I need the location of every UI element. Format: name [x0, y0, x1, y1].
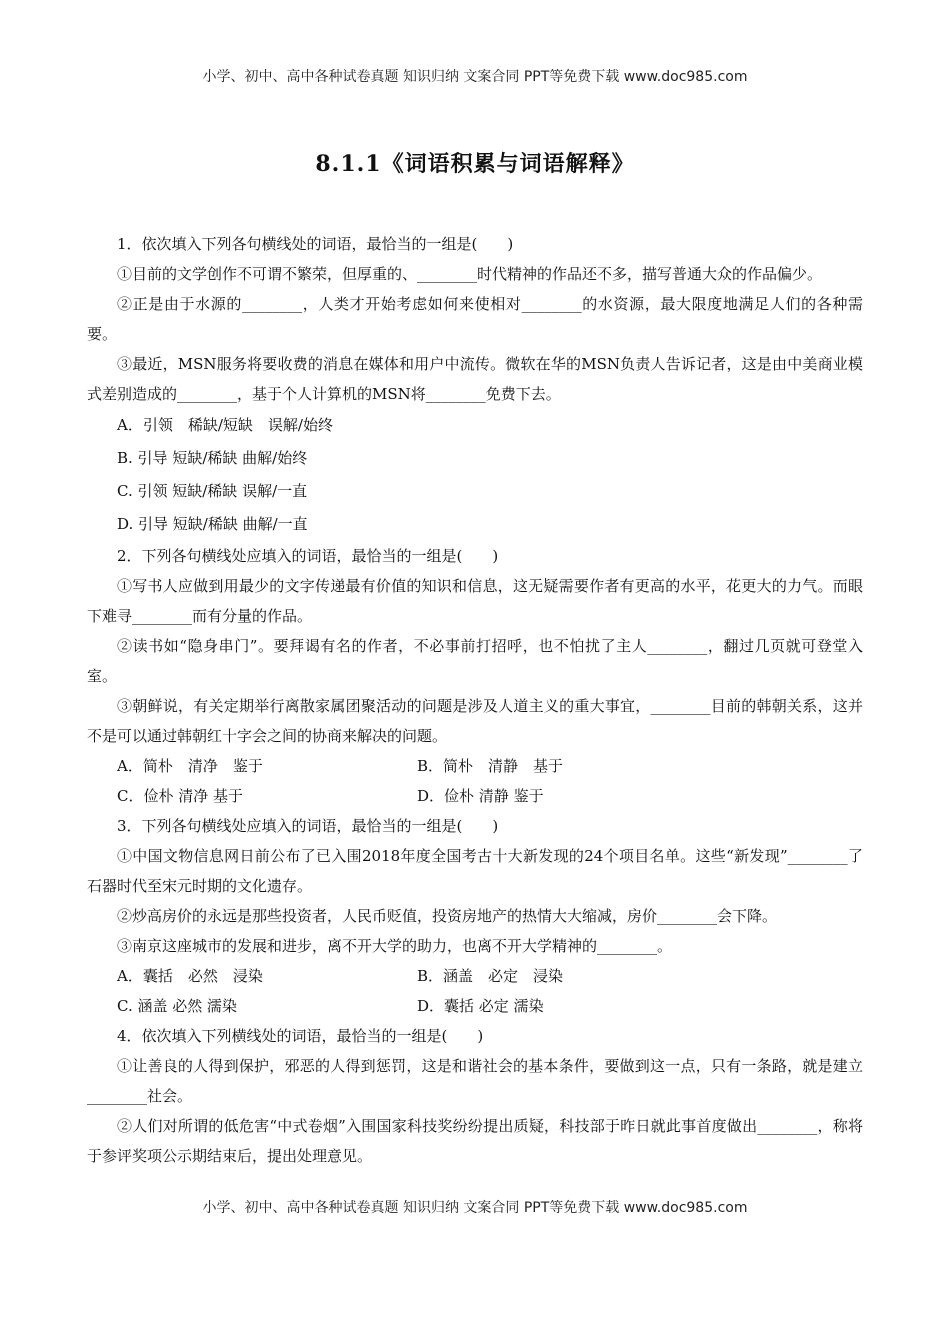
- question-1-sentence-2: ②正是由于水源的________，人类才开始考虑如何来使相对________的水资源，最大限度地满足人们的各种需要。: [87, 295, 863, 343]
- question-3-options-row-1: [87, 961, 863, 991]
- question-2-sentence-1: ①写书人应做到用最少的文字传递最有价值的知识和信息，这无疑需要作者有更高的水平，花更大的力气。而眼下难寻________而有分量的作品。: [87, 577, 863, 625]
- question-3-option-d: D．囊括 必定 濡染: [417, 997, 544, 1015]
- question-1-sentence-1: ①目前的文学创作不可谓不繁荣，但厚重的、________时代精神的作品还不多，描写普通大众的作品偏少。: [117, 265, 823, 283]
- question-4-sentence-1: ①让善良的人得到保护，邪恶的人得到惩罚，这是和谐社会的基本条件，要做到这一点，只有一条路，就是建立________社会。: [87, 1057, 863, 1105]
- question-1-option-d: D. 引导 短缺/稀缺 曲解/一直: [117, 515, 308, 533]
- question-2-options-row-1: [87, 751, 863, 781]
- question-3-stem: 3．下列各句横线处应填入的词语，最恰当的一组是( ): [117, 817, 499, 835]
- question-2-sentence-3: ③朝鲜说，有关定期举行离散家属团聚活动的问题是涉及人道主义的重大事宜，________目前的韩朝关系，这并不是可以通过韩朝红十字会之间的协商来解决的问题。: [87, 697, 863, 745]
- question-2-option-c: C．俭朴 清净 基于: [117, 787, 244, 805]
- question-1-stem: 1．依次填入下列各句横线处的词语，最恰当的一组是( ): [117, 235, 514, 253]
- page-header: 小学、初中、高中各种试卷真题 知识归纳 文案合同 PPT等免费下载 www.doc985.com: [202, 69, 748, 85]
- question-4-sentence-2: ②人们对所谓的低危害“中式卷烟”入围国家科技奖纷纷提出质疑，科技部于昨日就此事首度做出________，称将于参评奖项公示期结束后，提出处理意见。: [87, 1117, 863, 1165]
- document-body: [87, 229, 863, 1171]
- question-1-option-b: B. 引导 短缺/稀缺 曲解/始终: [117, 449, 308, 467]
- page-title: 8.1.1《词语积累与词语解释》: [315, 151, 635, 177]
- question-3-sentence-1: ①中国文物信息网日前公布了已入围2018年度全国考古十大新发现的24个项目名单。这些“新发现”________了石器时代至宋元时期的文化遗存。: [87, 847, 863, 895]
- question-1-sentence-3: ③最近，MSN服务将要收费的消息在媒体和用户中流传。微软在华的MSN负责人告诉记者，这是由中美商业模式差别造成的________，基于个人计算机的MSN将________免费下去。: [87, 355, 863, 403]
- question-2-option-d: D．俭朴 清静 鉴于: [417, 787, 544, 805]
- question-2-option-a: A．简朴 清净 鉴于: [117, 757, 263, 775]
- question-2-options-row-2: [87, 781, 863, 811]
- question-1-option-c: C. 引领 短缺/稀缺 误解/一直: [117, 482, 308, 500]
- question-3-sentence-2: ②炒高房价的永远是那些投资者，人民币贬值，投资房地产的热情大大缩减，房价________会下降。: [117, 907, 778, 925]
- question-2-sentence-2: ②读书如“隐身串门”。要拜谒有名的作者，不必事前打招呼，也不怕扰了主人________，翻过几页就可登堂入室。: [87, 637, 863, 685]
- question-3-sentence-3: ③南京这座城市的发展和进步，离不开大学的助力，也离不开大学精神的________。: [117, 937, 673, 955]
- page-footer: 小学、初中、高中各种试卷真题 知识归纳 文案合同 PPT等免费下载 www.doc985.com: [202, 1200, 748, 1216]
- question-2-stem: 2．下列各句横线处应填入的词语，最恰当的一组是( ): [117, 547, 499, 565]
- question-3-options-row-2: [87, 991, 863, 1021]
- question-2-option-b: B．简朴 清静 基于: [417, 757, 564, 775]
- question-3-option-c: C. 涵盖 必然 濡染: [117, 997, 238, 1015]
- question-3-option-a: A．囊括 必然 浸染: [117, 967, 263, 985]
- question-4-stem: 4．依次填入下列横线处的词语，最恰当的一组是( ): [117, 1027, 484, 1045]
- question-1-option-a: A．引领 稀缺/短缺 误解/始终: [117, 416, 333, 434]
- question-3-option-b: B．涵盖 必定 浸染: [417, 967, 564, 985]
